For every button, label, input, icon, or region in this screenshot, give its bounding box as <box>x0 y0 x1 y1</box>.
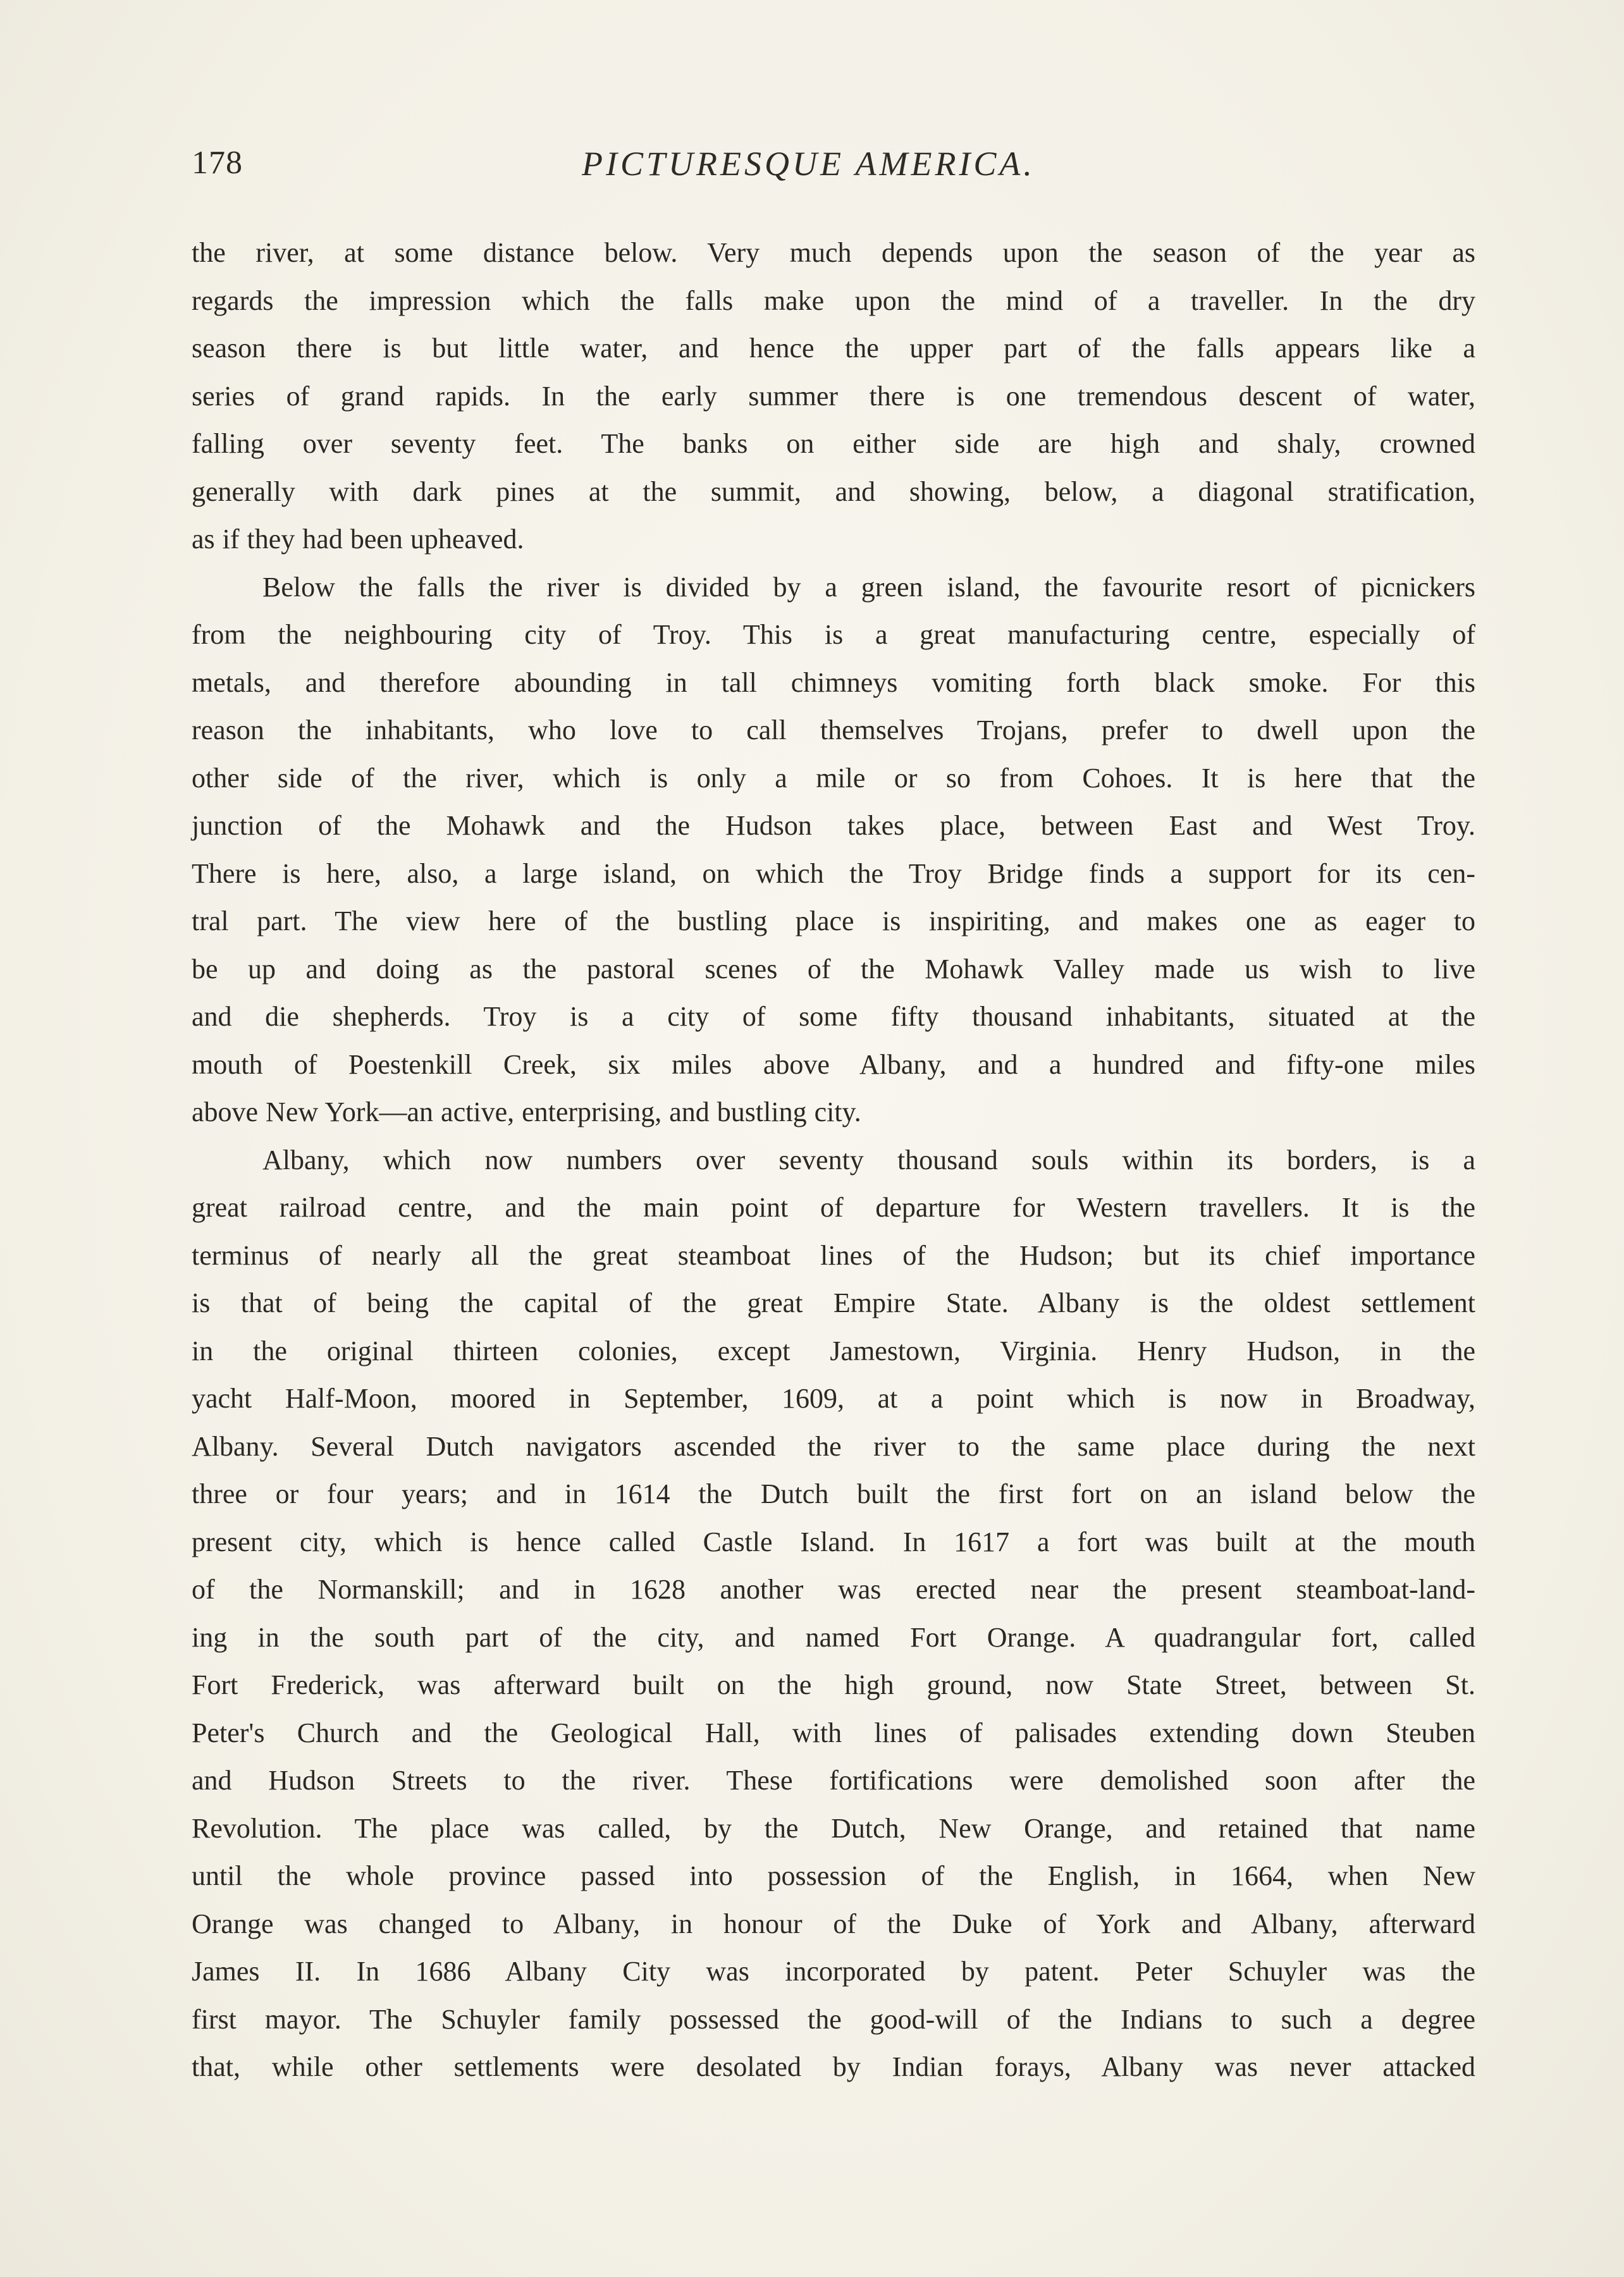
text-line: Peter's Church and the Geological Hall, with lines of palisades extending down Steuben <box>192 1717 1475 1748</box>
text-line: first mayor. The Schuyler family possessed the good-will of the Indians to such a degree <box>192 2003 1475 2035</box>
text-line: ing in the south part of the city, and named Fort Orange. A quadrangular fort, called <box>192 1621 1475 1653</box>
text-line: mouth of Poestenkill Creek, six miles above Albany, and a hundred and fifty-one miles <box>192 1048 1475 1080</box>
text-line: and Hudson Streets to the river. These fortifications were demolished soon after the <box>192 1765 1475 1796</box>
text-line: be up and doing as the pastoral scenes of the Mohawk Valley made us wish to live <box>192 953 1475 985</box>
running-title: PICTURESQUE AMERICA. <box>582 145 1035 183</box>
text-line: Albany. Several Dutch navigators ascended the river to the same place during the next <box>192 1430 1475 1462</box>
text-line: regards the impression which the falls make upon the mind of a traveller. In the dry <box>192 285 1475 316</box>
text-line: of the Normanskill; and in 1628 another was erected near the present steamboat-land- <box>192 1574 1475 1605</box>
body-text <box>192 229 1475 2091</box>
text-line: the river, at some distance below. Very much depends upon the season of the year as <box>192 237 1475 268</box>
text-line: three or four years; and in 1614 the Dutch built the first fort on an island below the <box>192 1478 1475 1509</box>
paragraph-start-line: Albany, which now numbers over seventy thousand souls within its borders, is a <box>262 1144 1475 1175</box>
text-line: Orange was changed to Albany, in honour of the Duke of York and Albany, afterward <box>192 1908 1475 1939</box>
text-line: present city, which is hence called Castle Island. In 1617 a fort was built at the mouth <box>192 1526 1475 1557</box>
page-header <box>192 144 1475 188</box>
text-line: from the neighbouring city of Troy. This is a great manufacturing centre, especially of <box>192 619 1475 650</box>
text-line: yacht Half-Moon, moored in September, 1609, at a point which is now in Broadway, <box>192 1383 1475 1414</box>
text-line: other side of the river, which is only a mile or so from Cohoes. It is here that the <box>192 762 1475 794</box>
text-line: season there is but little water, and hence the upper part of the falls appears like a <box>192 333 1475 364</box>
text-line: terminus of nearly all the great steamboat lines of the Hudson; but its chief importance <box>192 1239 1475 1271</box>
text-line: reason the inhabitants, who love to call themselves Trojans, prefer to dwell upon the <box>192 715 1475 746</box>
text-line: is that of being the capital of the great Empire State. Albany is the oldest settlement <box>192 1287 1475 1318</box>
text-line: falling over seventy feet. The banks on either side are high and shaly, crowned <box>192 428 1475 459</box>
text-line: series of grand rapids. In the early summer there is one tremendous descent of water, <box>192 380 1475 412</box>
text-line: until the whole province passed into possession of the English, in 1664, when New <box>192 1860 1475 1891</box>
text-line: as if they had been upheaved. <box>192 524 524 555</box>
text-line: that, while other settlements were desolated by Indian forays, Albany was never attacked <box>192 2051 1475 2082</box>
page-number: 178 <box>192 145 243 181</box>
text-line: metals, and therefore abounding in tall chimneys vomiting forth black smoke. For this <box>192 666 1475 698</box>
paragraph-start-line: Below the falls the river is divided by a green island, the favourite resort of picnickers <box>262 571 1475 603</box>
text-line: and die shepherds. Troy is a city of some fifty thousand inhabitants, situated at the <box>192 1001 1475 1032</box>
text-line: in the original thirteen colonies, except Jamestown, Virginia. Henry Hudson, in the <box>192 1335 1475 1366</box>
text-line: James II. In 1686 Albany City was incorporated by patent. Peter Schuyler was the <box>192 1956 1475 1987</box>
text-line: generally with dark pines at the summit, and showing, below, a diagonal stratification, <box>192 476 1475 507</box>
text-line: Fort Frederick, was afterward built on the high ground, now State Street, between St. <box>192 1669 1475 1700</box>
text-line: junction of the Mohawk and the Hudson takes place, between East and West Troy. <box>192 810 1475 841</box>
text-line: above New York—an active, enterprising, and bustling city. <box>192 1096 861 1127</box>
text-line: great railroad centre, and the main point of departure for Western travellers. It is the <box>192 1192 1475 1223</box>
text-line: There is here, also, a large island, on which the Troy Bridge finds a support for its cen- <box>192 857 1475 889</box>
text-line: tral part. The view here of the bustling place is inspiriting, and makes one as eager to <box>192 905 1475 936</box>
text-line: Revolution. The place was called, by the Dutch, New Orange, and retained that name <box>192 1812 1475 1844</box>
